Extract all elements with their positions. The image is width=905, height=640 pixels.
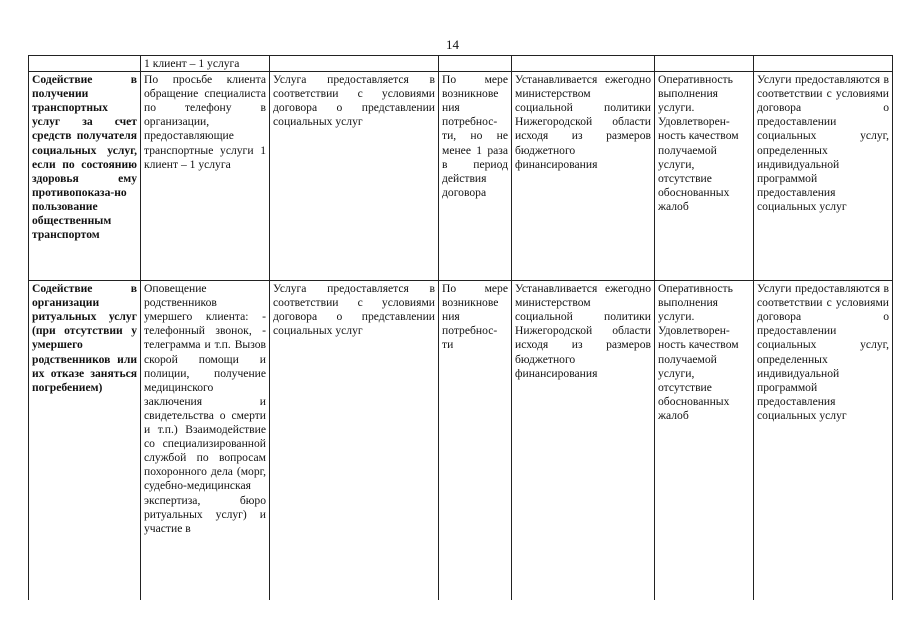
cell-empty [439, 56, 512, 72]
service-cost-cell [512, 281, 655, 601]
service-frequency: По мере возникнове ния потребнос-ти [442, 282, 508, 352]
service-conditions-cell [270, 72, 439, 281]
page-number: 14 [446, 37, 459, 52]
service-name: Содействие в организации ритуальных услуг (при отсутствии у умершего родственников или их отказе заняться погребением) [32, 282, 137, 394]
service-frequency-cell [439, 281, 512, 601]
table-row [29, 281, 893, 601]
service-quality: Оперативность выполнения услуги. Удовлетворен-ность качеством получаемой услуги, отсутствие обоснованных жалоб [658, 282, 739, 422]
service-quality: Оперативность выполнения услуги. Удовлетворен-ность качеством получаемой услуги, отсутствие обоснованных жалоб [658, 73, 739, 213]
service-description: По просьбе клиента обращение специалиста по телефону в организации, предоставляющие транспортные услуги 1 клиент – 1 услуга [144, 73, 266, 171]
cell-text: 1 клиент – 1 услуга [144, 57, 240, 70]
service-provision: Услуги предоставляются в соответствии с условиями договора о предоставлении социальных услуг, определенных индивидуальной программой предоставления социальных услуг [757, 73, 889, 213]
service-quality-cell [655, 72, 754, 281]
service-conditions: Услуга предоставляется в соответствии с условиями договора о представлении социальных услуг [273, 282, 435, 338]
service-name-cell [29, 281, 141, 601]
service-name-cell [29, 72, 141, 281]
cell-empty [512, 56, 655, 72]
service-conditions: Услуга предоставляется в соответствии с условиями договора о представлении социальных услуг [273, 73, 435, 129]
service-conditions-cell [270, 281, 439, 601]
service-name: Содействие в получении транспортных услуг за счет средств получателя социальных услуг, если по состоянию здоровья ему противопоказа-но пользование общественным транспортом [32, 73, 137, 242]
service-cost: Устанавливается ежегодно министерством социальной политики Нижегородской области исходя из размеров бюджетного финансирования [515, 282, 651, 380]
service-description-cell [141, 72, 270, 281]
service-description: Оповещение родственников умершего клиента: - телефонный звонок, - телеграмма и т.п. Вызов скорой помощи и полиции, получение медицинского заключения и свидетельства о смерти и т.п.) Взаимодействие со специализированной службой по вопросам похоронного дела (морг, судебно-медицинская экспертиза, бюро ритуальных услуг) и участие в [144, 282, 266, 535]
service-provision: Услуги предоставляются в соответствии с условиями договора о предоставлении социальных услуг, определенных индивидуальной программой предоставления социальных услуг [757, 282, 889, 422]
table-row-continuation [29, 56, 893, 72]
service-quality-cell [655, 281, 754, 601]
service-provision-cell [754, 72, 893, 281]
services-table [28, 55, 893, 600]
cell-empty [655, 56, 754, 72]
cell-description [141, 56, 270, 72]
service-frequency: По мере возникнове ния потребнос-ти, но не менее 1 раза в период действия договора [442, 73, 508, 199]
service-frequency-cell [439, 72, 512, 281]
cell-empty [29, 56, 141, 72]
cell-empty [754, 56, 893, 72]
cell-empty [270, 56, 439, 72]
table-row [29, 72, 893, 281]
service-description-cell [141, 281, 270, 601]
service-cost-cell [512, 72, 655, 281]
service-provision-cell [754, 281, 893, 601]
service-cost: Устанавливается ежегодно министерством социальной политики Нижегородской области исходя из размеров бюджетного финансирования [515, 73, 651, 171]
